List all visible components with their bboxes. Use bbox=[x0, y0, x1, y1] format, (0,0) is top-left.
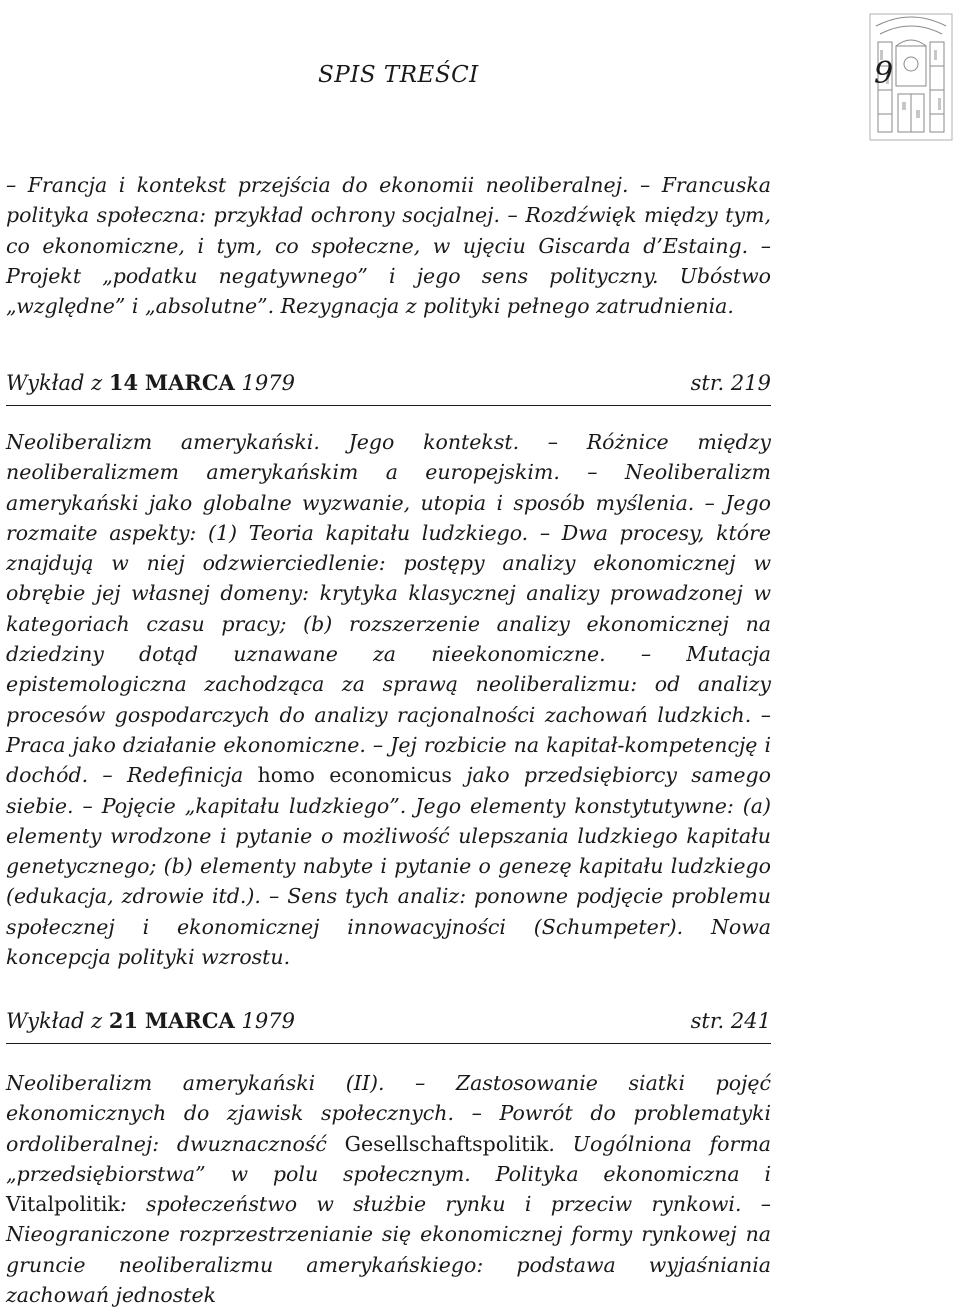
heading-rule bbox=[6, 1043, 771, 1044]
toc-entry-continued: – Francja i kontekst przejścia do ekonomii neoliberalnej. – Francuska polityka społeczna: przykład ochrony socjalnej. – Rozdźwięk między tym, co ekonomiczne, i tym, co społeczne, w ujęciu Giscarda d’Estaing. – Projekt „podatku negatywnego” i jego sens polityczny. Ubóstwo „względne” i „absolutne”. Rezygnacja z polityki pełnego zatrudnienia. bbox=[6, 173, 771, 319]
lecture-year: 1979 bbox=[241, 371, 295, 395]
lecture-month: MARCA bbox=[144, 1008, 235, 1033]
summary-text-continued: . Uogólniona forma „przedsiębiorstwa” w polu społecznym. Polityka ekonomiczna i bbox=[6, 1131, 771, 1186]
summary-text-continued: jako przedsiębiorcy samego siebie. – Pojęcie „kapitału ludzkiego”. Jego elementy konstytutywne: (a) elementy wrodzone i pytanie o możliwość ulepszania ludzkiego kapitału genetycznego; (b) elementy nabyte i pytanie o genezę kapitału ludzkiego (edukacja, zdrowie itd.). – Sens tych analiz: ponowne podjęcie problemu społecznej i ekonomicznej innowacyjności (Schumpeter). Nowa koncepcja polityki wzrostu. bbox=[6, 763, 771, 970]
term-gesellschaftspolitik: Gesellschaftspolitik bbox=[344, 1131, 549, 1156]
lecture-prefix: Wykład z bbox=[6, 1009, 103, 1033]
term-vitalpolitik: Vitalpolitik bbox=[6, 1192, 120, 1217]
heading-rule bbox=[6, 405, 771, 406]
lecture-prefix: Wykład z bbox=[6, 371, 103, 395]
summary-text: Neoliberalizm amerykański. Jego kontekst. – Różnice między neoliberalizmem amerykańskim a europejskim. – Neoliberalizm amerykański jako globalne wyzwanie, utopia i sposób myślenia. – Jego rozmaite aspekty: (1) Teoria kapitału ludzkiego. – Dwa procesy, które znajdują w niej odzwierciedlenie: postępy analizy ekonomicznej w obrębie jej własnej domeny: krytyka klasycznej analizy prowadzonej w kategoriach czasu pracy; (b) rozszerzenie analizy ekonomicznej na dziedziny dotąd uznawane za nieekonomiczne. – Mutacja epistemologiczna zachodząca za sprawą neoliberalizmu: od analizy procesów gospodarczych do analizy racjonalności zachowań ludzkich. – Praca jako działanie ekonomiczne. – Jej rozbicie na kapitał-kompetencję i dochód. – Redefinicja bbox=[6, 430, 771, 788]
lecture-heading-14-march bbox=[6, 370, 771, 406]
lecture-summary-14-march bbox=[6, 427, 771, 972]
lecture-year: 1979 bbox=[241, 1009, 295, 1033]
lecture-day: 21 bbox=[108, 1008, 139, 1033]
lecture-page-ref: str. 219 bbox=[690, 371, 771, 395]
summary-text: Neoliberalizm amerykański (II). – Zastosowanie siatki pojęć ekonomicznych do zjawisk społecznych. – Powrót do problematyki ordoliberalnej: dwuznaczność bbox=[6, 1071, 771, 1156]
lecture-summary-21-march bbox=[6, 1068, 771, 1310]
running-head: SPIS TREŚCI bbox=[318, 62, 479, 88]
term-homo-economicus: homo economicus bbox=[257, 763, 452, 788]
lecture-heading-21-march bbox=[6, 1008, 771, 1044]
lecture-month: MARCA bbox=[144, 370, 235, 395]
lecture-title bbox=[6, 1008, 295, 1033]
lecture-page-ref: str. 241 bbox=[690, 1009, 771, 1033]
summary-text-end: : społeczeństwo w służbie rynku i przeciw rynkowi. – Nieograniczone rozprzestrzenianie się ekonomicznej formy rynkowej na gruncie neoliberalizmu amerykańskiego: podstawa wyjaśniania zachowań jednostek bbox=[6, 1192, 771, 1308]
page-number: 9 bbox=[874, 56, 894, 91]
lecture-day: 14 bbox=[108, 370, 139, 395]
lecture-title bbox=[6, 370, 295, 395]
